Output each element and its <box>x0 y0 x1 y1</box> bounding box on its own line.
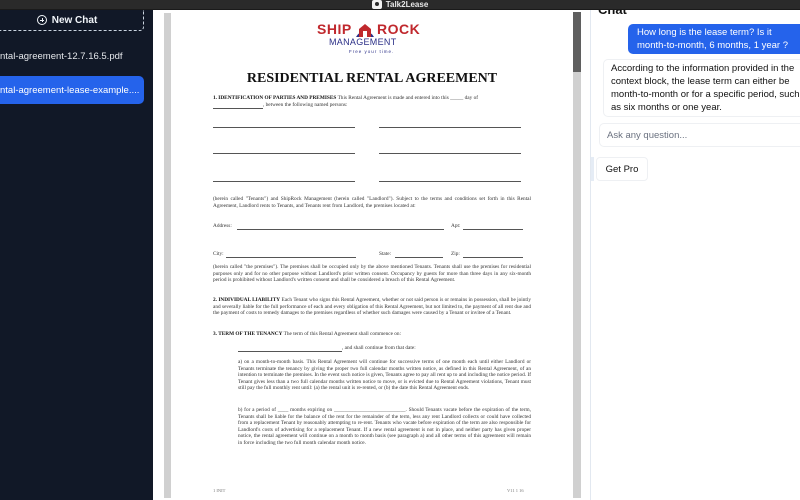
house-logo-icon <box>354 19 376 39</box>
logo-management-text: MANAGEMENT <box>329 37 397 47</box>
address-label: Address: <box>213 223 232 229</box>
sidebar-file-item[interactable] <box>0 42 144 70</box>
address-line <box>237 229 444 230</box>
new-chat-label: New Chat <box>51 14 98 26</box>
file-label: ntal-agreement-lease-example.... <box>0 84 140 96</box>
logo-tagline: Free your time. <box>349 49 395 54</box>
zip-label: Zip: <box>451 251 460 257</box>
page-border-left <box>164 13 171 498</box>
apt-label: Apt: <box>451 223 461 229</box>
window-title: Talk2Lease <box>385 0 429 9</box>
party-name-line <box>379 181 521 182</box>
page-footer-left: 1 INIT <box>213 488 226 493</box>
section-3 <box>213 331 531 338</box>
party-name-line <box>213 127 355 128</box>
continue-text: , and shall continue from that date: <box>342 345 416 351</box>
party-name-line <box>213 181 355 182</box>
section-2-heading: 2. INDIVIDUAL LIABILITY <box>213 297 281 303</box>
user-message-text: How long is the lease term? Is it month-to-month, 6 months, 1 year ? <box>637 27 789 51</box>
party-name-line <box>379 153 521 154</box>
city-line <box>226 257 356 258</box>
state-line <box>395 257 443 258</box>
state-label: State: <box>379 251 392 257</box>
document-title: RESIDENTIAL RENTAL AGREEMENT <box>246 71 498 86</box>
party-name-line <box>213 153 355 154</box>
section-1-text-2: , between the following named persons: <box>263 102 348 108</box>
section-1-intro <box>213 95 538 102</box>
chat-panel <box>590 10 800 500</box>
sidebar <box>0 10 153 500</box>
page-footer-right: V11 1 16 <box>507 488 524 493</box>
logo-ship-text: SHIP <box>317 21 352 37</box>
party-name-line <box>379 127 521 128</box>
section-2-text: Each Tenant who signs this Rental Agreement, whether or not said person is or remains in possession, shall be jointly and severally liable for the full performance of each and every obligation of this Rental Agreement, but not limited to, the payment of all rent due and the payment of costs to remedy damages to the premises regardless of whether such damages were caused by a Tenant or invitee of a Tenant. <box>213 297 532 317</box>
assistant-message: According to the information provided in the context block, the lease term can either be month-to-month or for a specific period, such as six months or one year. <box>603 59 800 117</box>
pdf-page <box>171 10 573 500</box>
apt-line <box>463 229 523 230</box>
section-3-text: The term of this Rental Agreement shall commence on: <box>283 331 402 337</box>
app-icon <box>372 0 382 9</box>
logo-rock-text: ROCK <box>377 21 421 37</box>
term-option-b: b) for a period of ____ months expiring on ___________________________. Should Tenants vacate before the expiration of the term, Tenants shall be liable for the balance of the rent for the remainder of the term, less any rent Landlord collects or could have collected from a replacement Tenant by reasonably attempting to re-rent. Tenants who vacate before expiration of the term are also responsible for Landlord's costs of advertising for a replacement Tenant. If a new rental agreement is not in place, and neither party has given proper notice, the rental agreement will continue on a month to month basis (see paragraph a) and all other terms of this agreement will remain in force including the two full month calendar month notice. <box>238 407 531 446</box>
city-label: City: <box>213 251 224 257</box>
section-1-heading: 1. IDENTIFICATION OF PARTIES AND PREMISES <box>213 95 337 101</box>
get-pro-button[interactable]: Get Pro <box>596 157 648 181</box>
zip-line <box>463 257 523 258</box>
pdf-viewer <box>153 10 590 500</box>
ask-question-input[interactable] <box>599 123 800 147</box>
section-3-heading: 3. TERM OF THE TENANCY <box>213 331 283 337</box>
scrollbar-track[interactable] <box>573 13 581 498</box>
blank-line <box>213 108 263 109</box>
term-option-a: a) on a month-to-month basis. This Rental Agreement will continue for successive terms of one month each until either Landlord or Tenants terminate the tenancy by giving the proper two full calendar months written notice, as defined in this Rental Agreement, of an intention to terminate the premises. In the event such notice is given, Tenants agree to pay all rent up to and including the notice period. If Tenant gives less than a two full calendar months written notice to move, or is evicted due to Rental Agreement violations, Tenant must still pay the full monthly rent until: (a) the rental unit is re-rented, or (b) the date this Rental Agreement ends. <box>238 359 531 392</box>
parties-paragraph: (herein called "Tenants") and ShipRock Management (herein called "Landlord"). Subject to the terms and conditions set forth in this Rental Agreement, Landlord rents to Tenants, and Tenants rent from Landlord, the premises located at: <box>213 196 531 209</box>
section-2 <box>213 297 531 317</box>
premises-paragraph: (herein called "the premises"). The premises shall be occupied only by the above mentioned Tenants. Tenants shall use the premises for residential purposes only and for no other purpose without Landlord's prior written consent. Occupancy by guests for more than three days in any six-month period is prohibited without Landlord's written consent and shall be considered a breach of this Rental Agreement. <box>213 264 531 284</box>
sidebar-file-item-active[interactable] <box>0 76 144 104</box>
window-titlebar <box>0 0 800 10</box>
scrollbar-thumb[interactable] <box>573 12 581 72</box>
commence-date-line <box>238 351 342 352</box>
new-chat-button[interactable] <box>0 10 144 31</box>
section-1-text: This Rental Agreement is made and entered into this _____ day of <box>337 95 479 101</box>
plus-circle-icon <box>37 15 47 25</box>
user-message <box>628 24 800 54</box>
file-label: ntal-agreement-12.7.16.5.pdf <box>0 50 123 62</box>
panel-edge-highlight <box>591 157 594 181</box>
shiprock-logo <box>317 19 427 61</box>
